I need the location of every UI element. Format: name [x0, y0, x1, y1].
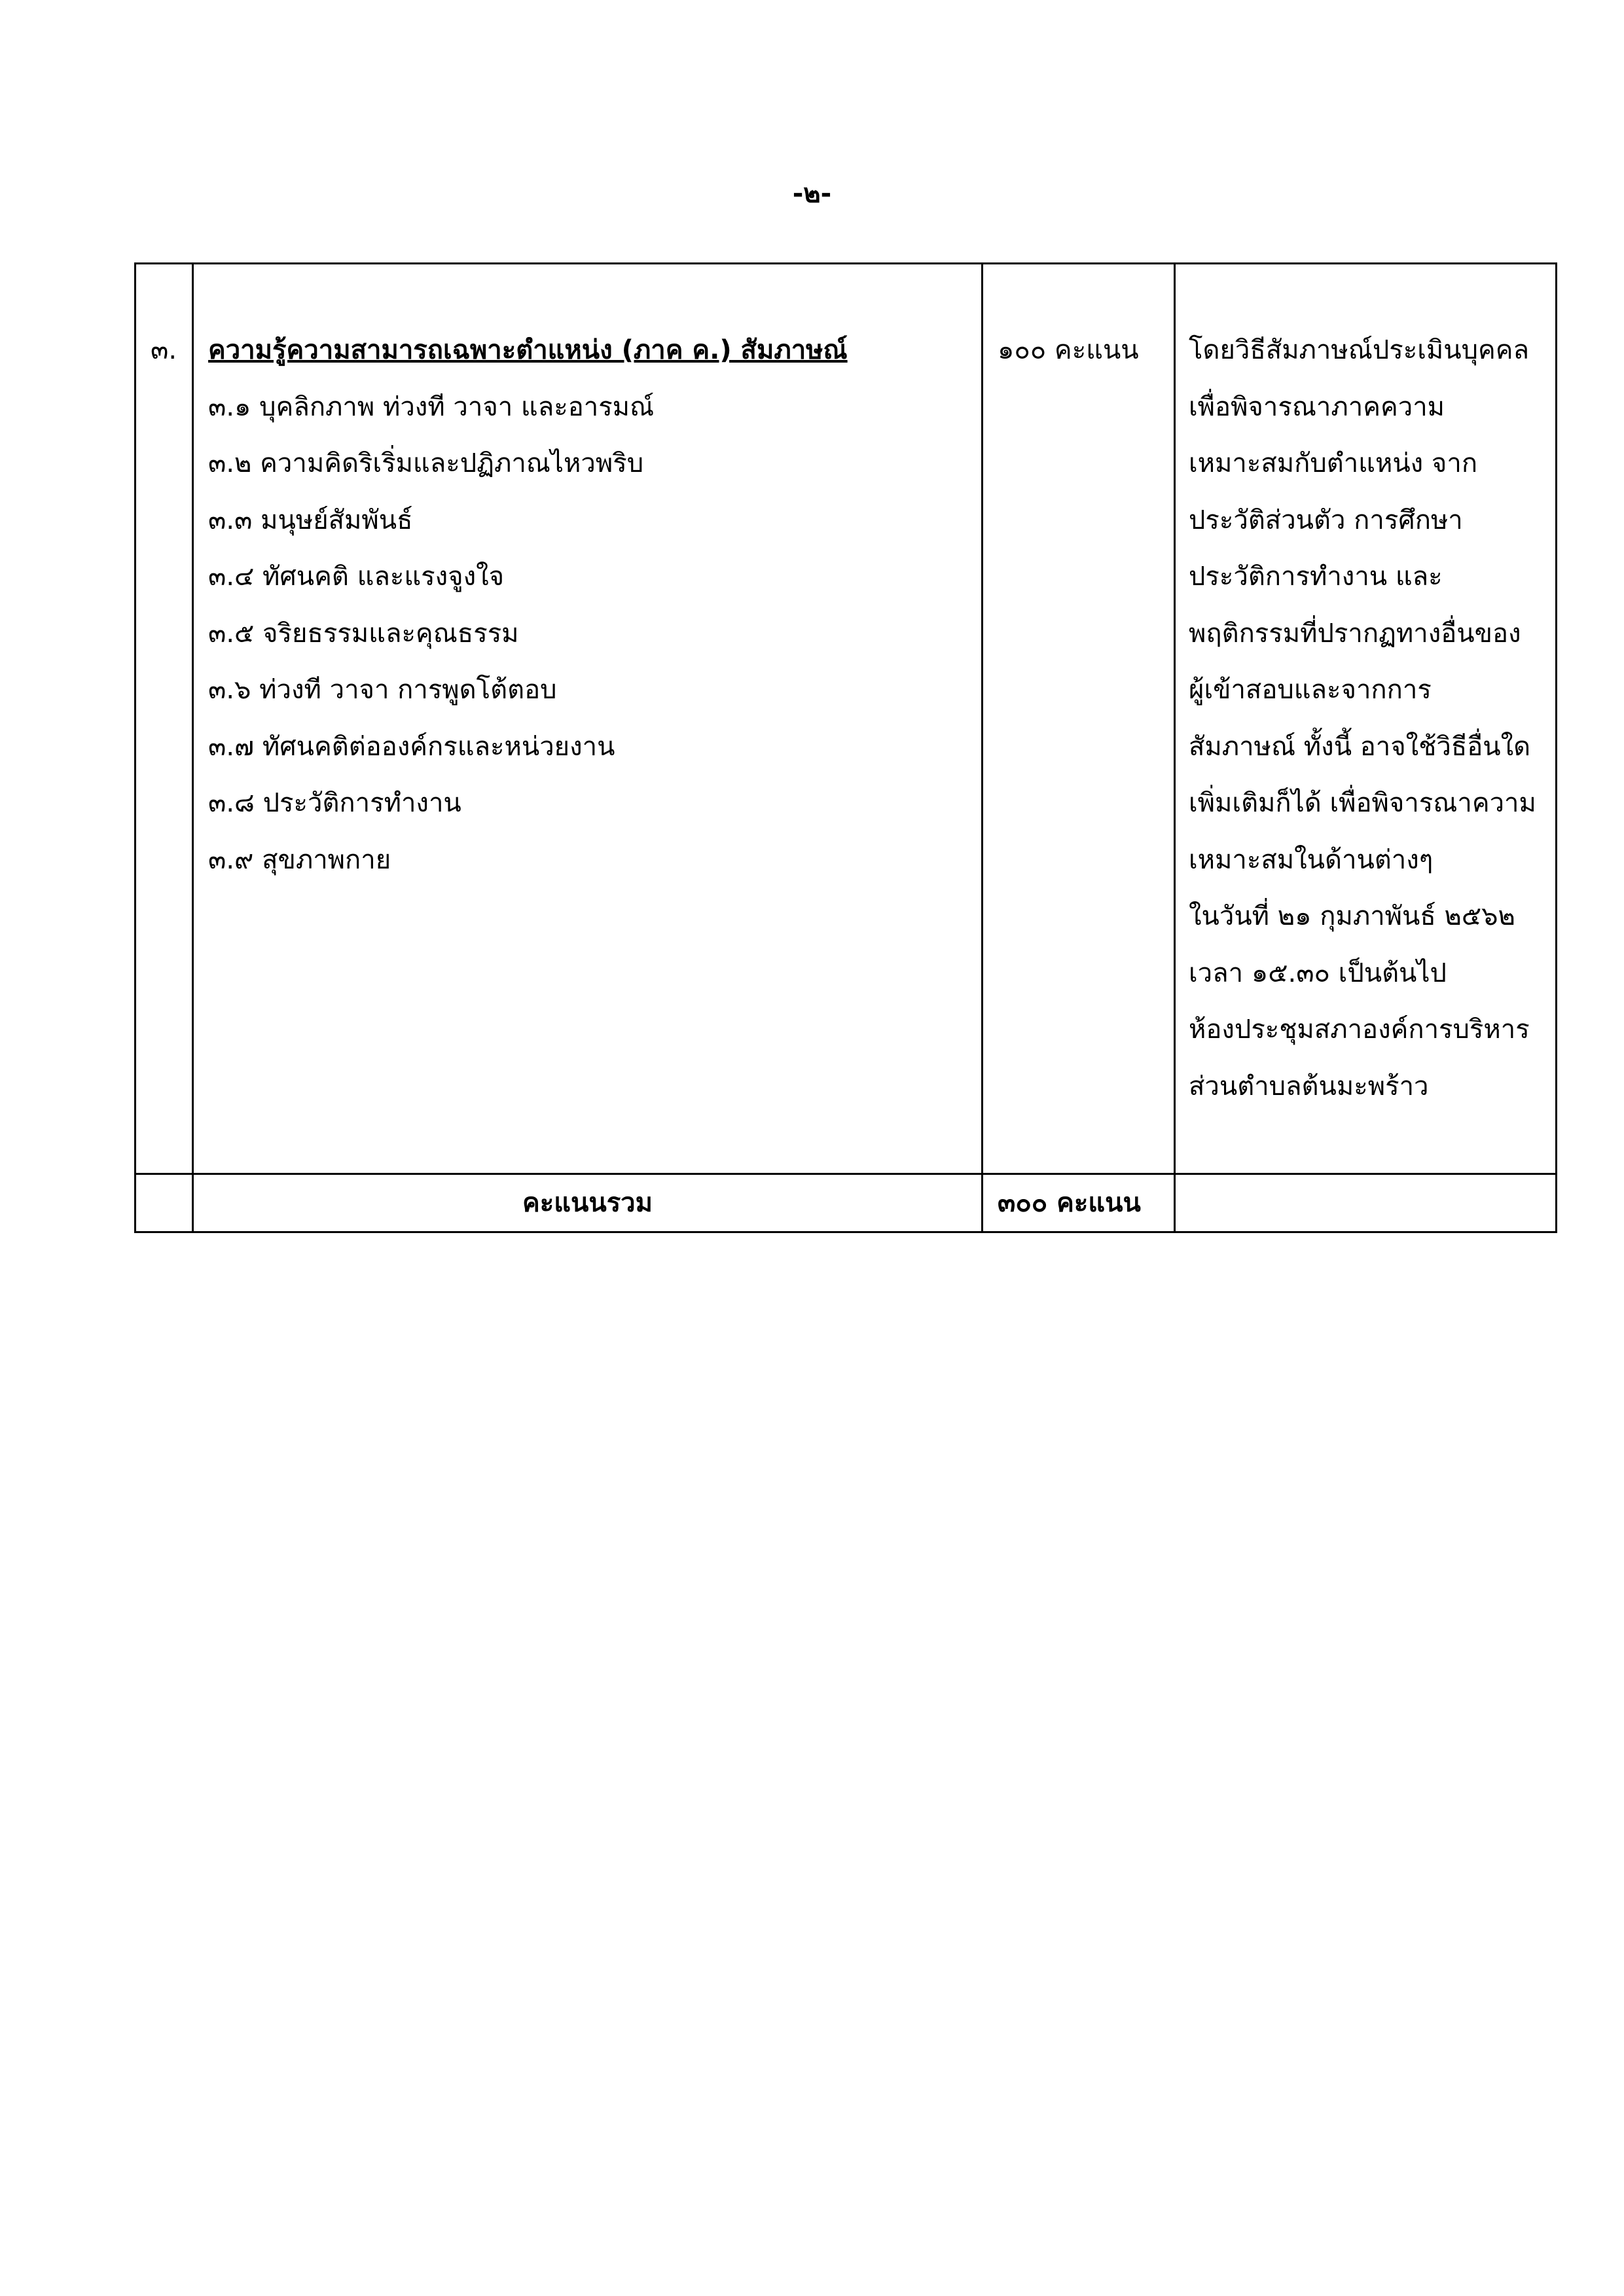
method-line: ประวัติส่วนตัว การศึกษา [1189, 505, 1463, 535]
total-row [135, 1174, 1557, 1232]
score-table [134, 262, 1557, 1233]
item-number: ๓. [135, 264, 193, 1174]
total-empty-method-cell [1175, 1174, 1557, 1232]
method-line: พฤติกรรมที่ปรากฏทางอื่นของ [1189, 618, 1521, 649]
method-line: ประวัติการทำงาน และ [1189, 562, 1443, 592]
topic-heading: ความรู้ความสามารถเฉพาะตำแหน่ง (ภาค ค.) สัมภาษณ์ [208, 335, 848, 365]
score-cell: ๑๐๐ คะแนน [983, 264, 1175, 1174]
total-score: ๓๐๐ คะแนน [983, 1174, 1175, 1232]
topic-cell [193, 264, 983, 1174]
topic-item: ๓.๘ ประวัติการทำงาน [208, 788, 461, 818]
topic-item: ๓.๕ จริยธรรมและคุณธรรม [208, 618, 519, 649]
method-line: เหมาะสมกับตำแหน่ง จาก [1189, 448, 1478, 478]
topic-item: ๓.๔ ทัศนคติ และแรงจูงใจ [208, 562, 505, 592]
table-row [135, 264, 1557, 1174]
method-line: ในวันที่ ๒๑ กุมภาพันธ์ ๒๕๖๒ [1189, 901, 1515, 931]
method-cell [1175, 264, 1557, 1174]
topic-item: ๓.๑ บุคลิกภาพ ท่วงที วาจา และอารมณ์ [208, 391, 655, 422]
topic-item: ๓.๒ ความคิดริเริ่มและปฏิภาณไหวพริบ [208, 448, 644, 478]
method-line: โดยวิธีสัมภาษณ์ประเมินบุคคล [1189, 335, 1530, 365]
method-line: เพื่อพิจารณาภาคความ [1189, 391, 1445, 422]
method-line: ผู้เข้าสอบและจากการ [1189, 675, 1432, 705]
total-empty-number-cell [135, 1174, 193, 1232]
method-line: เวลา ๑๕.๓๐ เป็นต้นไป [1189, 958, 1447, 988]
method-line: เพิ่มเติมก็ได้ เพื่อพิจารณาความ [1189, 788, 1536, 818]
topic-item: ๓.๗ ทัศนคติต่อองค์กรและหน่วยงาน [208, 731, 615, 762]
topic-item: ๓.๓ มนุษย์สัมพันธ์ [208, 505, 413, 535]
method-line: เหมาะสมในด้านต่างๆ [1189, 844, 1434, 875]
total-label: คะแนนรวม [193, 1174, 983, 1232]
method-line: ห้องประชุมสภาองค์การบริหาร [1189, 1014, 1530, 1045]
topic-item: ๓.๙ สุขภาพกาย [208, 844, 391, 875]
page-number: -๒- [792, 179, 832, 209]
topic-item: ๓.๖ ท่วงที วาจา การพูดโต้ตอบ [208, 675, 557, 705]
method-line: สัมภาษณ์ ทั้งนี้ อาจใช้วิธีอื่นใด [1189, 731, 1531, 762]
method-line: ส่วนตำบลต้นมะพร้าว [1189, 1071, 1429, 1102]
